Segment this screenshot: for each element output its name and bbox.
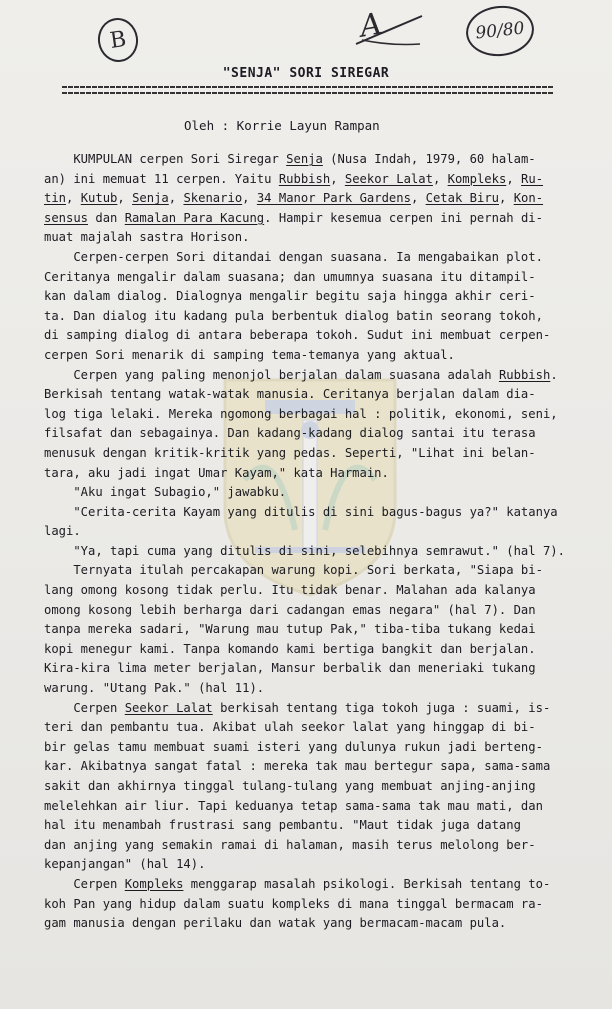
text-segment: tanpa mereka sadari, "Warung mau tutup Pak," tiba-tiba tukang kedai (44, 622, 536, 637)
handwritten-b-text: B (108, 26, 128, 54)
text-line (44, 757, 582, 777)
text-line (44, 522, 582, 542)
text-segment: cerpen Sori menarik di samping tema-temanya yang aktual. (44, 347, 455, 362)
text-segment: "Cerita-cerita Kayam yang ditulis di sini bagus-bagus ya?" katanya (44, 504, 558, 519)
text-line (44, 405, 582, 425)
handwritten-a-text: A (357, 6, 385, 45)
text-line (44, 346, 582, 366)
underlined-title: Senja (132, 191, 169, 206)
text-segment: muat majalah sastra Horison. (44, 230, 250, 245)
underlined-title: 34 Manor Park Gardens (256, 191, 411, 206)
text-segment: bir gelas tamu membuat suami isteri yang dulunya rukun jadi berteng- (44, 739, 543, 754)
text-segment: kan dalam dialog. Dialognya mengalir begitu saja hingga akhir ceri- (44, 289, 536, 304)
underlined-title: Ru- (521, 171, 544, 186)
text-line (44, 561, 582, 581)
text-line (44, 287, 582, 307)
text-segment: lang omong kosong tidak perlu. Itu tidak benar. Malahan ada kalanya (44, 583, 536, 598)
double-rule-divider (62, 86, 554, 95)
text-line (44, 444, 582, 464)
text-line (44, 170, 582, 190)
text-line (44, 914, 582, 934)
text-line (44, 777, 582, 797)
text-line (44, 816, 582, 836)
text-segment: , (117, 191, 133, 206)
underlined-title: Seekor Lalat (344, 171, 433, 186)
text-segment: an) ini memuat 11 cerpen. Yaitu (44, 171, 279, 186)
text-segment: kar. Akibatnya sangat fatal : mereka tak mau bertegur sapa, sama-sama (44, 759, 551, 774)
text-line (44, 659, 582, 679)
text-segment: omong kosong lebih berharga dari cadangan emas negara" (hal 7). Dan (44, 602, 536, 617)
handwritten-score-text: 90/80 (474, 18, 526, 44)
text-segment: , (168, 191, 184, 206)
text-line (44, 601, 582, 621)
text-line (44, 424, 582, 444)
underlined-title: sensus (44, 210, 89, 225)
text-segment: "Ya, tapi cuma yang ditulis di sini, selebihnya semrawut." (hal 7). (44, 543, 565, 558)
text-line (44, 679, 582, 699)
handwritten-b-mark (95, 15, 141, 64)
handwritten-score-mark (464, 3, 537, 60)
underlined-title: Cetak Biru (425, 191, 499, 206)
text-segment: di samping dialog di antara beberapa tokoh. Sudut ini membuat cerpen- (44, 328, 551, 343)
underlined-title: Kon- (513, 191, 544, 206)
text-line (44, 855, 582, 875)
underlined-title: Rubbish (498, 367, 551, 382)
text-line (44, 875, 582, 895)
underlined-title: Kompleks (124, 876, 184, 891)
text-segment: . Hampir kesemua cerpen ini pernah di- (264, 210, 543, 225)
text-segment: , (506, 171, 522, 186)
underlined-title: Seekor Lalat (124, 700, 213, 715)
text-line (44, 895, 582, 915)
underlined-title: Skenario (183, 191, 243, 206)
underlined-title: tin (44, 191, 67, 206)
article-author: Oleh : Korrie Layun Rampan (184, 118, 380, 133)
text-segment: , (499, 191, 514, 206)
text-segment: , (432, 171, 448, 186)
underlined-title: Senja (286, 152, 323, 166)
text-segment: dan (88, 210, 125, 225)
text-line (44, 718, 582, 738)
text-line (44, 150, 582, 170)
underlined-title: Ramalan Para Kacung (124, 210, 265, 225)
text-segment: Kira-kira lima meter berjalan, Mansur berbalik dan meneriaki tukang (44, 661, 536, 676)
text-segment: menggarap masalah psikologi. Berkisah tentang to- (183, 876, 551, 891)
text-line (44, 738, 582, 758)
text-segment: Cerpen (44, 876, 125, 891)
text-line (44, 228, 582, 248)
text-line (44, 836, 582, 856)
text-line (44, 366, 582, 386)
text-line (44, 385, 582, 405)
strike-scribble-icon (352, 10, 426, 50)
text-segment: sakit dan akhirnya tinggal tulang-tulang yang membuat anjing-anjing (44, 779, 536, 793)
underlined-title: Rubbish (278, 171, 331, 186)
text-line (44, 268, 582, 288)
text-segment: gam manusia dengan perilaku dan watak yang bermacam-macam pula. (44, 916, 507, 931)
text-segment: Ceritanya mengalir dalam suasana; dan umumnya suasana itu ditampil- (44, 269, 536, 284)
text-line (44, 307, 582, 327)
text-segment: kopi menegur kami. Tanpa komando kami bertiga bangkit dan berjalan. (44, 641, 536, 656)
text-segment: hal itu menambah frustrasi sang pembantu. "Maut tidak juga datang (44, 818, 521, 833)
text-line (44, 326, 582, 346)
text-segment: kepanjangan" (hal 14). (44, 857, 206, 872)
text-segment: , (410, 191, 426, 206)
text-line (44, 189, 582, 209)
text-line (44, 581, 582, 601)
text-line (44, 699, 582, 719)
text-segment: dan anjing yang semakin ramai di halaman, masih terus melolong ber- (44, 837, 536, 852)
text-line (44, 248, 582, 268)
text-segment: menusuk dengan kritik-kritik yang pedas. Seperti, "Lihat ini belan- (44, 445, 536, 460)
text-segment: , (242, 191, 257, 206)
text-segment: (Nusa Indah, 1979, 60 halam- (322, 152, 536, 166)
text-line (44, 483, 582, 503)
text-segment: filsafat dan sebagainya. Dan kadang-kadang dialog santai itu terasa (44, 426, 536, 441)
text-segment: . (550, 367, 558, 382)
underlined-title: Kompleks (447, 171, 507, 186)
text-segment: Ternyata itulah percakapan warung kopi. Sori berkata, "Siapa bi- (44, 563, 543, 578)
text-line (44, 797, 582, 817)
text-line (44, 464, 582, 484)
text-segment: , (66, 191, 81, 206)
text-segment: berkisah tentang tiga tokoh juga : suami, is- (212, 700, 551, 715)
text-segment: KUMPULAN cerpen Sori Siregar (44, 152, 287, 166)
underlined-title: Kutub (80, 191, 118, 206)
text-segment: Cerpen (44, 700, 125, 715)
text-segment: Berkisah tentang watak-watak manusia. Ceritanya berjalan dalam dia- (44, 387, 536, 402)
text-segment: Cerpen yang paling menonjol berjalan dalam suasana adalah (44, 367, 499, 382)
text-line (44, 620, 582, 640)
text-line (44, 640, 582, 660)
text-segment: , (330, 171, 345, 186)
text-segment: ta. Dan dialog itu kadang pula berbentuk dialog batin seorang tokoh, (44, 308, 543, 323)
text-segment: "Aku ingat Subagio," jawabku. (44, 485, 287, 500)
text-segment: koh Pan yang hidup dalam suatu kompleks di mana tinggal bermacam ra- (44, 896, 543, 911)
text-segment: log tiga lelaki. Mereka ngomong berbagai hal : politik, ekonomi, seni, (44, 406, 558, 421)
text-segment: teri dan pembantu tua. Akibat ulah seekor lalat yang hinggap di bi- (44, 720, 536, 735)
text-segment: warung. "Utang Pak." (hal 11). (44, 681, 265, 696)
text-segment: lagi. (44, 524, 81, 539)
text-line (44, 503, 582, 523)
text-line (44, 542, 582, 562)
text-segment: Cerpen-cerpen Sori ditandai dengan suasana. Ia mengabaikan plot. (44, 249, 543, 264)
article-body (44, 150, 582, 934)
text-segment: tara, aku jadi ingat Umar Kayam," kata Harmain. (44, 465, 389, 480)
text-line (44, 209, 582, 229)
text-segment: melelehkan air liur. Tapi keduanya tetap sama-sama tak mau mati, dan (44, 798, 543, 813)
article-title: "SENJA" SORI SIREGAR (222, 66, 390, 81)
